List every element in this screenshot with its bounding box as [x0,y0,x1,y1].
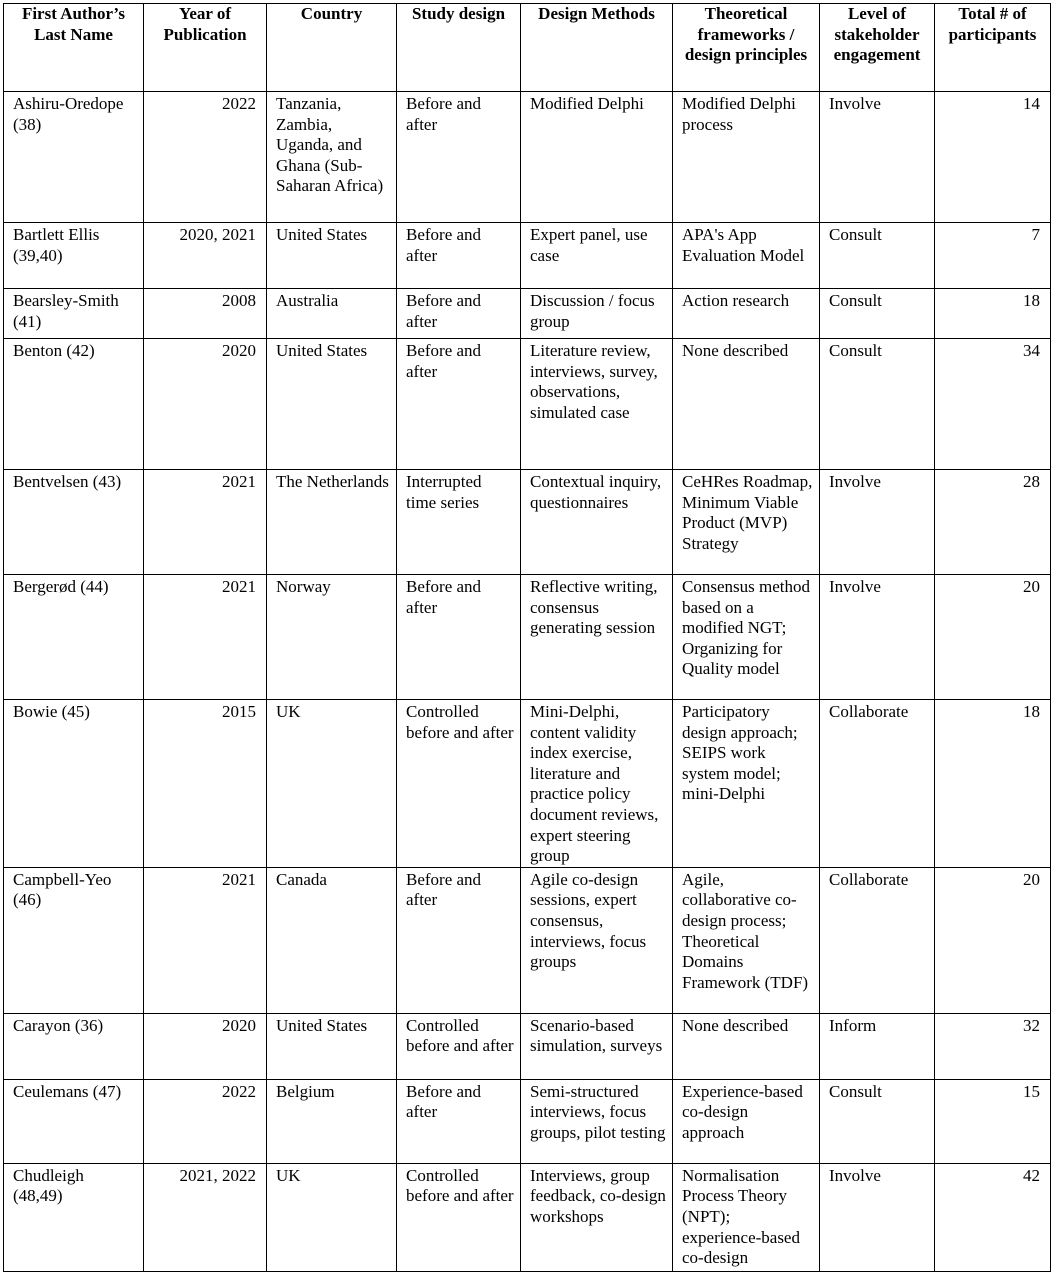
table-row [4,700,1051,868]
cell-year: 2020, 2021 [144,223,267,289]
cell-study-design: Before and after [397,223,521,289]
cell-year: 2022 [144,1079,267,1163]
cell-participants: 14 [935,92,1051,223]
col-header-design-methods: Design Methods [521,4,673,92]
cell-author: Bowie (45) [4,700,144,868]
cell-study-design: Controlled before and after [397,1163,521,1271]
cell-engagement: Involve [820,92,935,223]
cell-frameworks: APA's App Evaluation Model [673,223,820,289]
cell-study-design: Before and after [397,92,521,223]
table-row [4,223,1051,289]
cell-year: 2015 [144,700,267,868]
cell-engagement: Collaborate [820,700,935,868]
cell-country: Tanzania, Zambia, Uganda, and Ghana (Sub-Saharan Africa) [267,92,397,223]
cell-author: Ashiru-Oredope (38) [4,92,144,223]
cell-engagement: Consult [820,1079,935,1163]
cell-author: Bearsley-Smith (41) [4,289,144,339]
cell-year: 2021 [144,867,267,1013]
cell-design-methods: Semi-structured interviews, focus groups, pilot testing [521,1079,673,1163]
cell-participants: 20 [935,867,1051,1013]
cell-author: Bartlett Ellis (39,40) [4,223,144,289]
cell-author: Ceulemans (47) [4,1079,144,1163]
cell-participants: 15 [935,1079,1051,1163]
cell-frameworks: Modified Delphi process [673,92,820,223]
cell-author: Carayon (36) [4,1013,144,1079]
cell-study-design: Before and after [397,867,521,1013]
cell-year: 2021 [144,575,267,700]
table-row [4,575,1051,700]
studies-table [3,3,1051,1272]
cell-design-methods: Scenario-based simulation, surveys [521,1013,673,1079]
col-header-study-design: Study design [397,4,521,92]
cell-frameworks: Consensus method based on a modified NGT; Organizing for Quality model [673,575,820,700]
table-row [4,1079,1051,1163]
cell-participants: 32 [935,1013,1051,1079]
cell-country: Norway [267,575,397,700]
cell-participants: 42 [935,1163,1051,1271]
cell-year: 2021, 2022 [144,1163,267,1271]
col-header-engagement: Level of stakeholder engagement [820,4,935,92]
cell-participants: 34 [935,339,1051,470]
cell-year: 2022 [144,92,267,223]
cell-country: United States [267,1013,397,1079]
col-header-author: First Author’s Last Name [4,4,144,92]
cell-country: Australia [267,289,397,339]
cell-country: The Netherlands [267,470,397,575]
cell-country: UK [267,700,397,868]
cell-engagement: Involve [820,1163,935,1271]
table-row [4,470,1051,575]
cell-frameworks: Participatory design approach; SEIPS work system model; mini-Delphi [673,700,820,868]
cell-country: UK [267,1163,397,1271]
cell-engagement: Collaborate [820,867,935,1013]
col-header-frameworks: Theoretical frameworks / design principles [673,4,820,92]
cell-study-design: Before and after [397,1079,521,1163]
cell-frameworks: CeHRes Roadmap, Minimum Viable Product (MVP) Strategy [673,470,820,575]
cell-participants: 18 [935,700,1051,868]
cell-author: Campbell-Yeo (46) [4,867,144,1013]
table-row [4,339,1051,470]
table-row [4,1013,1051,1079]
cell-year: 2021 [144,470,267,575]
cell-frameworks: None described [673,1013,820,1079]
table-row [4,289,1051,339]
cell-participants: 20 [935,575,1051,700]
cell-country: United States [267,339,397,470]
cell-design-methods: Interviews, group feedback, co-design workshops [521,1163,673,1271]
cell-engagement: Involve [820,470,935,575]
cell-year: 2020 [144,339,267,470]
cell-study-design: Before and after [397,289,521,339]
cell-design-methods: Contextual inquiry, questionnaires [521,470,673,575]
cell-study-design: Interrupted time series [397,470,521,575]
cell-frameworks: None described [673,339,820,470]
cell-country: Belgium [267,1079,397,1163]
cell-country: Canada [267,867,397,1013]
cell-design-methods: Agile co-design sessions, expert consensus, interviews, focus groups [521,867,673,1013]
cell-engagement: Consult [820,339,935,470]
cell-design-methods: Modified Delphi [521,92,673,223]
col-header-country: Country [267,4,397,92]
cell-design-methods: Expert panel, use case [521,223,673,289]
table-row [4,867,1051,1013]
cell-frameworks: Action research [673,289,820,339]
cell-author: Bentvelsen (43) [4,470,144,575]
cell-study-design: Controlled before and after [397,1013,521,1079]
cell-study-design: Before and after [397,575,521,700]
header-row [4,4,1051,92]
cell-engagement: Consult [820,223,935,289]
cell-engagement: Involve [820,575,935,700]
cell-engagement: Inform [820,1013,935,1079]
cell-author: Benton (42) [4,339,144,470]
cell-author: Chudleigh (48,49) [4,1163,144,1271]
cell-year: 2008 [144,289,267,339]
cell-participants: 18 [935,289,1051,339]
cell-frameworks: Agile, collaborative co-design process; Theoretical Domains Framework (TDF) [673,867,820,1013]
cell-design-methods: Mini-Delphi, content validity index exercise, literature and practice policy document reviews, expert steering group [521,700,673,868]
cell-participants: 7 [935,223,1051,289]
cell-design-methods: Reflective writing, consensus generating session [521,575,673,700]
table-row [4,92,1051,223]
cell-design-methods: Discussion / focus group [521,289,673,339]
cell-author: Bergerød (44) [4,575,144,700]
cell-engagement: Consult [820,289,935,339]
cell-frameworks: Normalisation Process Theory (NPT); experience-based co-design [673,1163,820,1271]
cell-study-design: Controlled before and after [397,700,521,868]
cell-study-design: Before and after [397,339,521,470]
col-header-participants: Total # of participants [935,4,1051,92]
col-header-year: Year of Publication [144,4,267,92]
cell-design-methods: Literature review, interviews, survey, observations, simulated case [521,339,673,470]
cell-frameworks: Experience-based co-design approach [673,1079,820,1163]
cell-participants: 28 [935,470,1051,575]
cell-year: 2020 [144,1013,267,1079]
cell-country: United States [267,223,397,289]
table-row [4,1163,1051,1271]
